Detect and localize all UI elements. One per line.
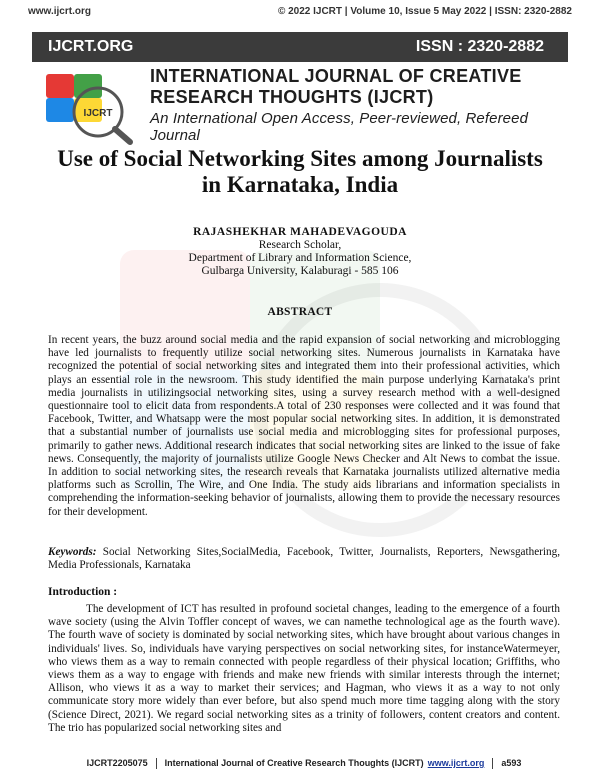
author-block xyxy=(40,226,560,278)
intro-section xyxy=(48,603,560,735)
abstract-heading: ABSTRACT xyxy=(267,306,333,318)
paper-title-line1: Use of Social Networking Sites among Journalists xyxy=(57,146,543,171)
journal-subtitle: An International Open Access, Peer-reviewed, Refereed Journal xyxy=(150,110,529,144)
journal-title xyxy=(150,66,570,108)
banner-site: IJCRT.ORG xyxy=(48,38,134,55)
journal-banner xyxy=(32,32,568,62)
author-department: Department of Library and Information Science, xyxy=(188,252,412,264)
footer-paper-id: IJCRT2205075 xyxy=(86,758,148,768)
author-role: Research Scholar, xyxy=(258,239,342,251)
header-issue-info: © 2022 IJCRT | Volume 10, Issue 5 May 2022 | ISSN: 2320-2882 xyxy=(277,5,572,17)
abstract-text: In recent years, the buzz around social media and the rapid expansion of social networking and microblogging have led journalists to frequently utilize social networking sites. Numerous journalists in Karnataka have recognized the potential of social networking sites and integrated them into their professional activities, which plays an essential role in the newsroom. This study identified the main purpose underlying Karnataka's print media journalists in utilizingsocial networking sites, using a survey research method with a well-designed questionnaire tool to elicit data from respondents.A total of 230 responses were collected and it was found that Facebook, Twitter, and Whatsapp were the most popular social networking sites. In addition, it is demonstrated that a substantial number of journalists use social media and microblogging sites for professional purposes, primarily to gather news. Additional research indicates that social networking sites are linked to the issue of fake news. Consequently, the majority of journalists utilize Google News Checker and Alt News to combat the issue. In addition to social networking sites, the research reveals that Karnataka journalists utilized alternative media platforms such as Scrollin, The Wire, and One India. The study aids librarians and information specialists in comprehending the information-seeking behavior of journalists, allowing them to provide the necessary resources for their development. xyxy=(48,334,560,518)
journal-title-line1: INTERNATIONAL JOURNAL OF CREATIVE xyxy=(150,66,522,86)
paper-title-line2: in Karnataka, India xyxy=(201,172,399,197)
page-footer xyxy=(48,756,560,770)
keywords xyxy=(48,546,560,572)
keywords-label: Keywords: xyxy=(48,546,97,558)
header-website[interactable]: www.ijcrt.org xyxy=(28,5,91,17)
logo-text: IJCRT xyxy=(83,108,113,119)
logo-green-block xyxy=(74,74,102,98)
footer-page-number: a593 xyxy=(501,758,522,768)
journal-title-line2: RESEARCH THOUGHTS (IJCRT) xyxy=(150,87,434,107)
intro-heading: Introduction : xyxy=(48,586,118,598)
banner-issn: ISSN : 2320-2882 xyxy=(415,38,544,55)
intro-text: The development of ICT has resulted in profound societal changes, leading to the emergence of a fourth wave society (using the Alvin Toffler concept of waves, we can namethe technological age as the fourth wave). The fourth wave of society is dominated by social networking sites, which have brought about various changes in individuals' lives. So, individuals have varying perspectives on social networking sites, for instanceWatermeyer, who views them as a way to remain connected with people regardless of their physical location; Griffiths, who views them as a way to engage with friends and make new friends with similar interests through the internet; Allison, who views it as a way to market their services; and Hagman, who views it as a way to not only communicate story more widely than ever before, but also spend much more time tagging along with the story (Science Direct, 2021). We regard social networking sites as a trinity of followers, content creators and content. The trio has popularized social networking sites and xyxy=(48,603,560,734)
ijcrt-logo-icon xyxy=(38,70,138,146)
logo-red-block xyxy=(46,74,74,98)
logo-blue-block xyxy=(46,98,74,122)
footer-divider xyxy=(156,758,157,769)
logo-magnifier-handle xyxy=(115,129,130,142)
keywords-list: Social Networking Sites,SocialMedia, Facebook, Twitter, Journalists, Reporters, Newsgathering, Media Professionals, Karnataka xyxy=(48,546,561,572)
author-name: RAJASHEKHAR MAHADEVAGOUDA xyxy=(193,226,407,238)
paper-title xyxy=(40,146,560,198)
page-header xyxy=(28,4,572,18)
author-university: Gulbarga University, Kalaburagi - 585 106 xyxy=(201,265,399,277)
footer-journal-name: International Journal of Creative Research Thoughts (IJCRT) xyxy=(164,758,424,768)
footer-link[interactable]: www.ijcrt.org xyxy=(427,758,485,768)
footer-divider xyxy=(492,758,493,769)
